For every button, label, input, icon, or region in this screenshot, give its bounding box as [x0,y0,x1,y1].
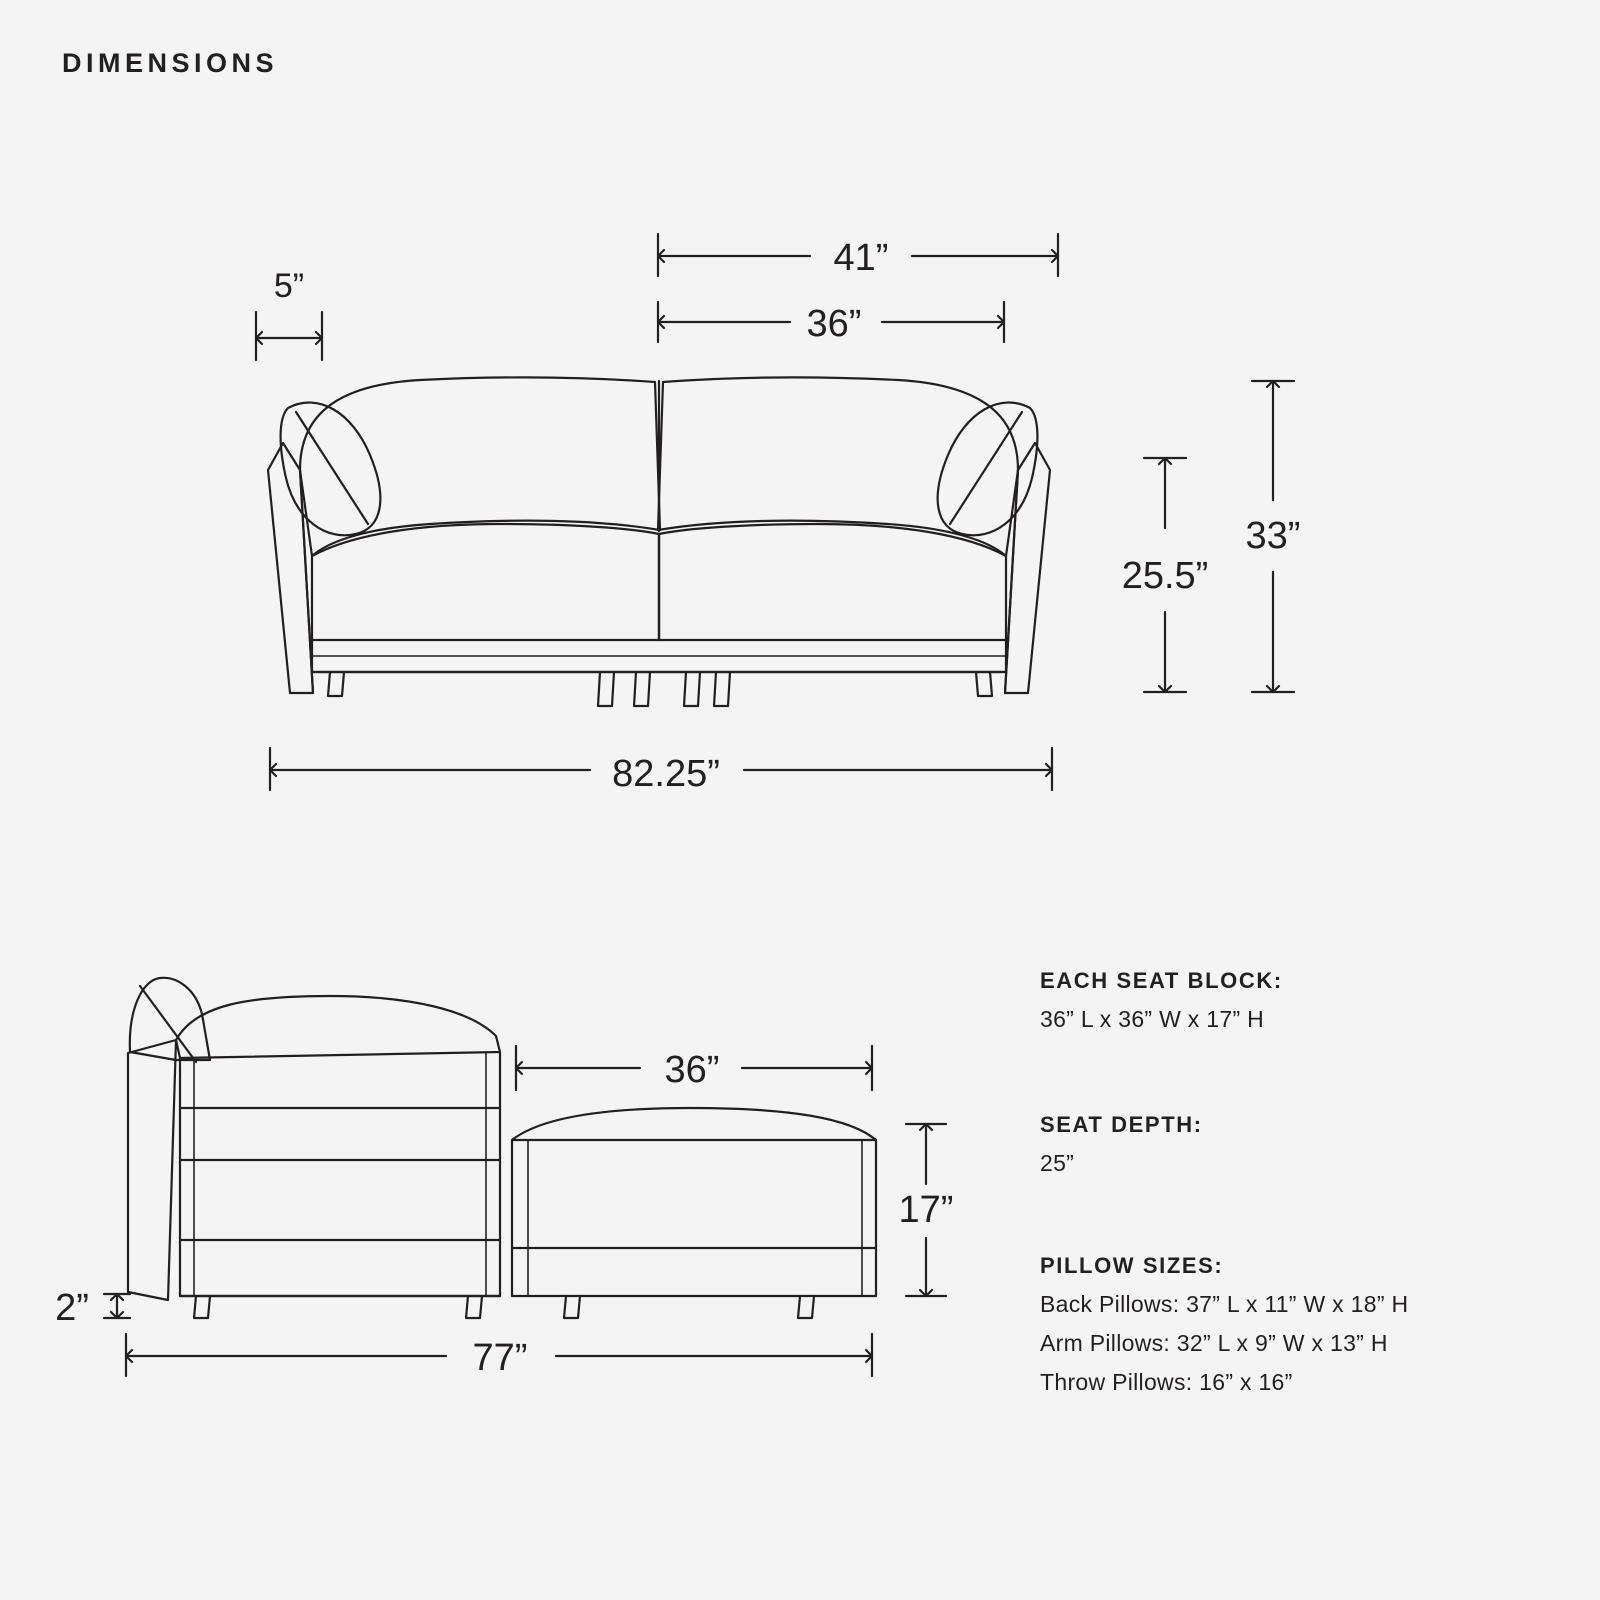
spec-pillow-sizes [1040,1253,1408,1408]
spec-seat-depth [1040,1112,1203,1189]
label-2: 2” [55,1287,89,1329]
label-arm-width: 5” [273,267,305,305]
spec-each-seat-block [1040,968,1283,1045]
spec-line: Back Pillows: 37” L x 11” W x 18” H [1040,1291,1409,1317]
spec-heading: SEAT DEPTH: [1040,1112,1203,1137]
spec-line: Arm Pillows: 32” L x 9” W x 13” H [1040,1330,1388,1356]
label-41: 41” [833,237,889,279]
label-25-5: 25.5” [1121,555,1209,597]
dim-arm-width [256,312,322,360]
label-36-side: 36” [664,1049,720,1091]
label-36-front: 36” [806,303,862,345]
page-title: DIMENSIONS [62,48,279,78]
spec-line: Throw Pillows: 16” x 16” [1040,1369,1293,1395]
label-82-25: 82.25” [612,753,720,795]
label-77: 77” [472,1337,528,1379]
spec-line: 36” L x 36” W x 17” H [1040,1006,1265,1032]
side-view-sofa [128,978,876,1318]
front-view-sofa [268,377,1050,706]
spec-heading: EACH SEAT BLOCK: [1040,968,1283,993]
label-17: 17” [898,1189,954,1231]
dim-2 [104,1294,130,1318]
spec-heading: PILLOW SIZES: [1040,1253,1224,1278]
spec-line: 25” [1040,1150,1075,1176]
label-33: 33” [1245,515,1301,557]
